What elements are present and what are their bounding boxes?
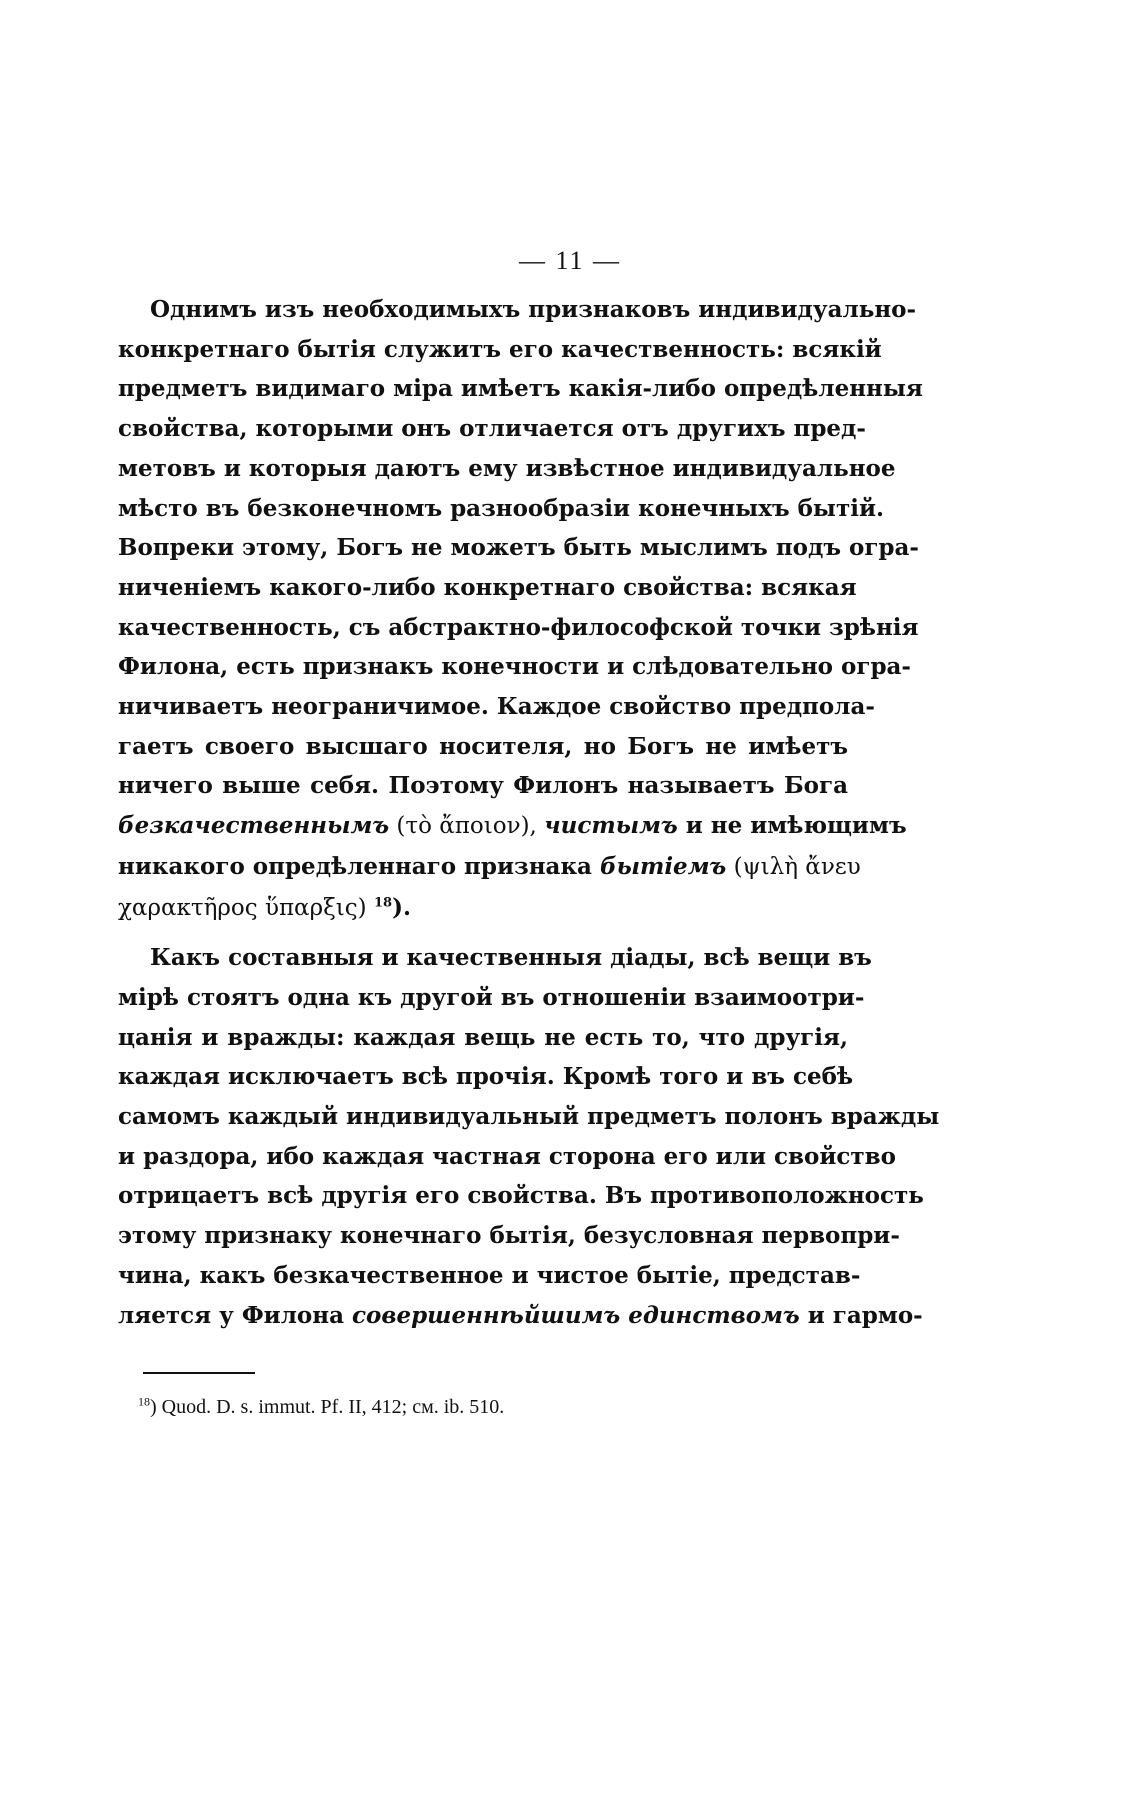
text-line: гаетъ своего высшаго носителя, но Богъ не имѣетъ	[118, 732, 848, 760]
body-text	[118, 290, 940, 1335]
text-line: Вопреки этому, Богъ не можетъ быть мыслимъ подъ огра-	[118, 534, 919, 562]
text-line	[118, 806, 907, 847]
text-line: ничего выше себя. Поэтому Филонъ называетъ Бога	[118, 772, 848, 800]
text-line: каждая исключаетъ всѣ прочія. Кромѣ того и въ себѣ	[118, 1063, 854, 1091]
text-line: Однимъ изъ необходимыхъ признаковъ индивидуально-	[150, 296, 917, 323]
footnote	[138, 1396, 504, 1419]
italic-term: совершеннѣйшимъ единствомъ	[352, 1301, 800, 1329]
footnote-reference: 18	[373, 894, 393, 910]
text-line: Какъ составныя и качественныя діады, всѣ вещи въ	[150, 944, 872, 972]
text-line: качественность, съ абстрактно-философской точки зрѣнія	[118, 613, 919, 641]
text-line	[118, 888, 848, 929]
text-line: цанія и вражды: каждая вещь не есть то, что другія,	[118, 1023, 848, 1051]
text-fragment: ляется у Филона	[118, 1301, 353, 1329]
footnote-text: ) Quod. D. s. immut. Pf. II, 412; см. ib. 510.	[150, 1396, 505, 1418]
text-line: самомъ каждый индивидуальный предметъ полонъ вражды	[118, 1103, 940, 1131]
greek-phrase: χαρακτῆρος ὕπαρξις)	[118, 894, 374, 921]
text-fragment: ).	[392, 893, 411, 921]
footnote-separator	[143, 1372, 255, 1374]
greek-phrase: (τὸ ἄποιον),	[389, 813, 545, 840]
text-line: свойства, которыми онъ отличается отъ другихъ пред-	[118, 415, 866, 443]
text-line: мѣсто въ безконечномъ разнообразіи конечныхъ бытій.	[118, 494, 885, 522]
text-line: ничиваетъ неограничимое. Каждое свойство предпола-	[118, 693, 875, 721]
text-line	[118, 847, 861, 888]
italic-term: чистымъ	[544, 812, 678, 840]
greek-phrase: (ψιλὴ ἄνευ	[726, 853, 861, 880]
text-line: этому признаку конечнаго бытія, безусловная первопри-	[118, 1222, 900, 1250]
text-line: метовъ и которыя даютъ ему извѣстное индивидуальное	[118, 454, 896, 482]
text-fragment: и гармо-	[799, 1301, 923, 1329]
text-fragment: никакого опредѣленнаго признака	[118, 852, 600, 880]
italic-term: безкачественнымъ	[118, 812, 390, 840]
text-line: Филона, есть признакъ конечности и слѣдовательно огра-	[118, 653, 911, 681]
page-number: — 11 —	[518, 246, 622, 275]
paragraph-2	[118, 938, 940, 1335]
text-line: отрицаетъ всѣ другія его свойства. Въ противоположность	[118, 1182, 924, 1210]
text-line: мірѣ стоятъ одна къ другой въ отношеніи взаимоотри-	[118, 983, 865, 1011]
text-line: предметъ видимаго міра имѣетъ какія-либо опредѣленныя	[118, 375, 923, 403]
text-line: конкретнаго бытія служитъ его качественность: всякій	[118, 335, 882, 363]
text-fragment: и не имѣющимъ	[677, 812, 907, 840]
text-line: ниченіемъ какого-либо конкретнаго свойства: всякая	[118, 573, 857, 601]
paragraph-1	[118, 290, 923, 928]
italic-term: бытіемъ	[599, 852, 727, 880]
text-line	[118, 1296, 923, 1336]
footnote-marker: 18	[138, 1394, 150, 1409]
text-line: чина, какъ безкачественное и чистое бытіе, представ-	[118, 1261, 861, 1289]
text-line: и раздора, ибо каждая частная сторона его или свойство	[118, 1142, 896, 1170]
